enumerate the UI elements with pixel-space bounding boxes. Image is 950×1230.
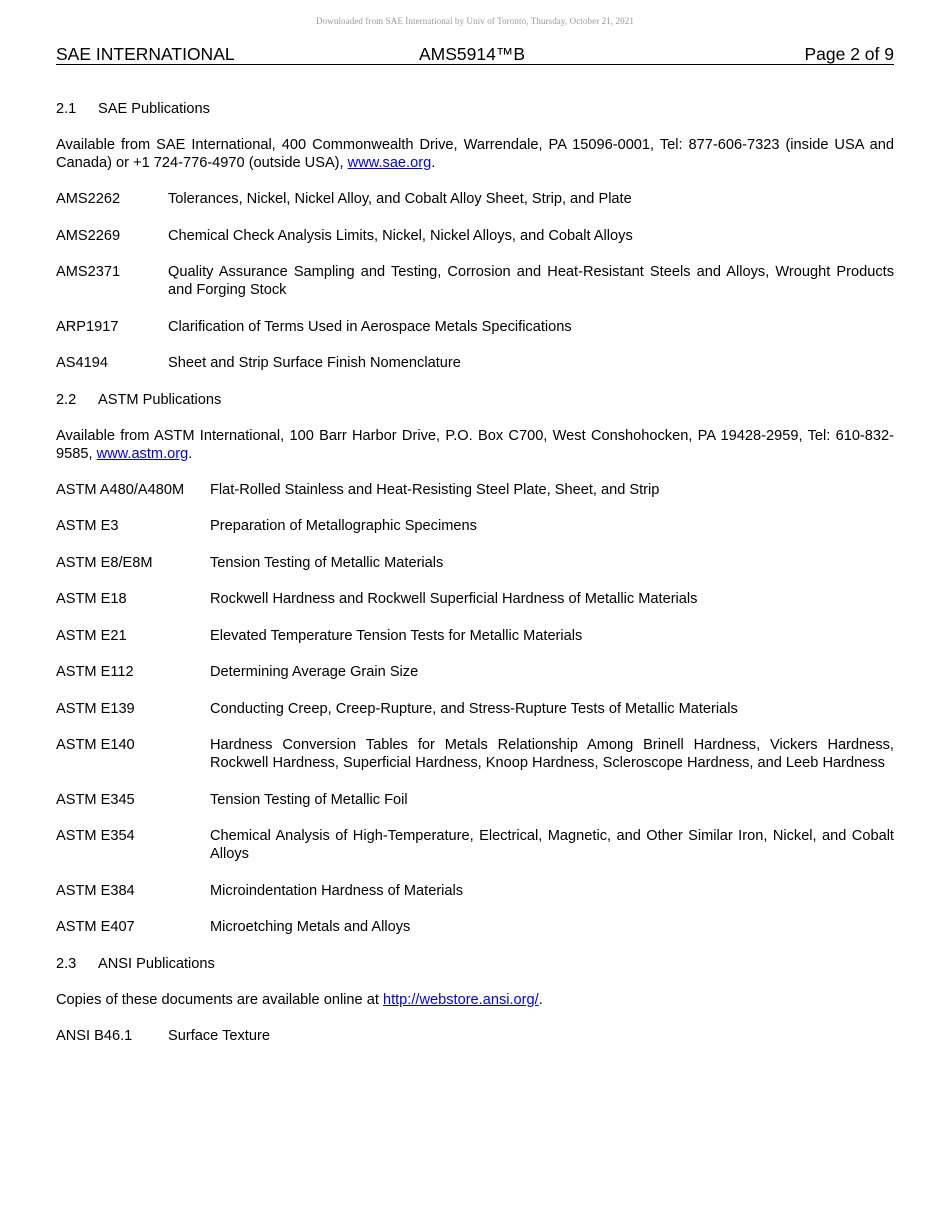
- header-doc-id: AMS5914™B: [419, 44, 526, 64]
- reference-title: Elevated Temperature Tension Tests for Metallic Materials: [210, 627, 583, 644]
- reference-code: ASTM E21: [56, 627, 127, 644]
- reference-code: ASTM E407: [56, 919, 135, 935]
- availability-text: Available from ASTM International, 100 Barr Harbor Drive, P.O. Box C700, West Conshohocken, PA 19428-2959, Tel: 610-832-9585,: [56, 427, 894, 462]
- reference-title: Chemical Analysis of High-Temperature, Electrical, Magnetic, and Other Similar Iron, Nickel, and Cobalt Alloys: [210, 828, 894, 862]
- reference-item: [56, 1027, 894, 1045]
- reference-title: Tolerances, Nickel, Nickel Alloy, and Cobalt Alloy Sheet, Strip, and Plate: [168, 191, 632, 207]
- reference-title: Preparation of Metallographic Specimens: [210, 518, 477, 534]
- reference-code: AMS2371: [56, 264, 121, 280]
- astm-reference-list: [56, 481, 894, 937]
- sae-availability-paragraph: [56, 136, 894, 172]
- availability-text: Copies of these documents are available online at: [56, 991, 383, 1008]
- page-header: [56, 44, 894, 65]
- reference-title: Tension Testing of Metallic Foil: [210, 791, 408, 808]
- availability-period: .: [188, 445, 193, 462]
- ansi-webstore-link[interactable]: http://webstore.ansi.org/: [382, 991, 539, 1008]
- reference-title: Surface Texture: [168, 1027, 270, 1044]
- section-title: ASTM Publications: [98, 391, 222, 408]
- sae-reference-list: [56, 190, 894, 372]
- availability-period: .: [431, 155, 436, 171]
- reference-code: ASTM E345: [56, 791, 135, 808]
- reference-item: [56, 918, 894, 936]
- astm-availability-paragraph: [56, 427, 894, 463]
- sae-website-link[interactable]: www.sae.org: [347, 155, 432, 171]
- reference-code: ASTM E8/E8M: [56, 554, 153, 571]
- reference-item: [56, 700, 894, 718]
- astm-website-link[interactable]: www.astm.org: [96, 445, 189, 462]
- section-title: SAE Publications: [98, 101, 210, 117]
- download-watermark: Downloaded from SAE International by Univ of Toronto, Thursday, October 21, 2021: [316, 16, 634, 26]
- reference-item: [56, 481, 894, 499]
- reference-code: ASTM A480/A480M: [56, 481, 185, 498]
- reference-item: [56, 190, 894, 208]
- reference-code: ASTM E112: [56, 664, 134, 680]
- reference-title: Microetching Metals and Alloys: [210, 919, 411, 935]
- section-number: 2.2: [56, 391, 77, 408]
- reference-title: Clarification of Terms Used in Aerospace Metals Specifications: [168, 318, 572, 335]
- reference-title: Sheet and Strip Surface Finish Nomenclature: [168, 355, 461, 371]
- reference-title: Determining Average Grain Size: [210, 664, 419, 680]
- document-body: [56, 100, 894, 1063]
- reference-item: [56, 827, 894, 863]
- reference-code: AMS2269: [56, 227, 121, 244]
- reference-code: ASTM E354: [56, 828, 135, 844]
- reference-title: Microindentation Hardness of Materials: [210, 882, 464, 899]
- reference-item: [56, 590, 894, 608]
- reference-item: [56, 627, 894, 645]
- reference-code: ASTM E140: [56, 737, 135, 753]
- reference-code: ASTM E139: [56, 700, 135, 717]
- reference-title: Chemical Check Analysis Limits, Nickel, Nickel Alloys, and Cobalt Alloys: [168, 227, 633, 244]
- reference-item: [56, 263, 894, 299]
- reference-code: AMS2262: [56, 191, 121, 207]
- reference-item: [56, 736, 894, 772]
- reference-code: AS4194: [56, 355, 108, 371]
- reference-title: Rockwell Hardness and Rockwell Superficial Hardness of Metallic Materials: [210, 591, 698, 607]
- header-page-number: Page 2 of 9: [804, 44, 894, 64]
- reference-code: ANSI B46.1: [56, 1027, 133, 1044]
- reference-title: Flat-Rolled Stainless and Heat-Resisting Steel Plate, Sheet, and Strip: [210, 481, 660, 498]
- section-heading-astm: [56, 391, 894, 409]
- reference-item: [56, 354, 894, 372]
- reference-item: [56, 318, 894, 336]
- reference-item: [56, 791, 894, 809]
- ansi-availability-paragraph: [56, 991, 894, 1009]
- availability-period: .: [538, 991, 543, 1008]
- section-heading-sae: [56, 100, 894, 118]
- reference-item: [56, 517, 894, 535]
- header-org: SAE INTERNATIONAL: [56, 44, 235, 64]
- reference-title: Hardness Conversion Tables for Metals Relationship Among Brinell Hardness, Vickers Hardness, Rockwell Hardness, Superficial Hardness, Knoop Hardness, Scleroscope Hardness, and Leeb Hardness: [210, 737, 894, 771]
- reference-code: ASTM E18: [56, 591, 127, 607]
- reference-item: [56, 882, 894, 900]
- reference-item: [56, 227, 894, 245]
- reference-title: Quality Assurance Sampling and Testing, Corrosion and Heat-Resistant Steels and Alloys, Wrought Products and Forging Stock: [168, 264, 894, 298]
- reference-code: ASTM E384: [56, 882, 135, 899]
- reference-item: [56, 554, 894, 572]
- reference-title: Tension Testing of Metallic Materials: [210, 554, 444, 571]
- reference-code: ASTM E3: [56, 518, 119, 534]
- ansi-reference-list: [56, 1027, 894, 1045]
- section-number: 2.3: [56, 955, 77, 972]
- reference-code: ARP1917: [56, 318, 119, 335]
- section-title: ANSI Publications: [98, 955, 215, 972]
- reference-item: [56, 663, 894, 681]
- reference-title: Conducting Creep, Creep-Rupture, and Stress-Rupture Tests of Metallic Materials: [210, 700, 738, 717]
- section-heading-ansi: [56, 955, 894, 973]
- availability-text: Available from SAE International, 400 Commonwealth Drive, Warrendale, PA 15096-0001, Tel: 877-606-7323 (inside USA and Canada) or +1 724-776-4970 (outside USA),: [56, 137, 894, 171]
- section-number: 2.1: [56, 101, 77, 117]
